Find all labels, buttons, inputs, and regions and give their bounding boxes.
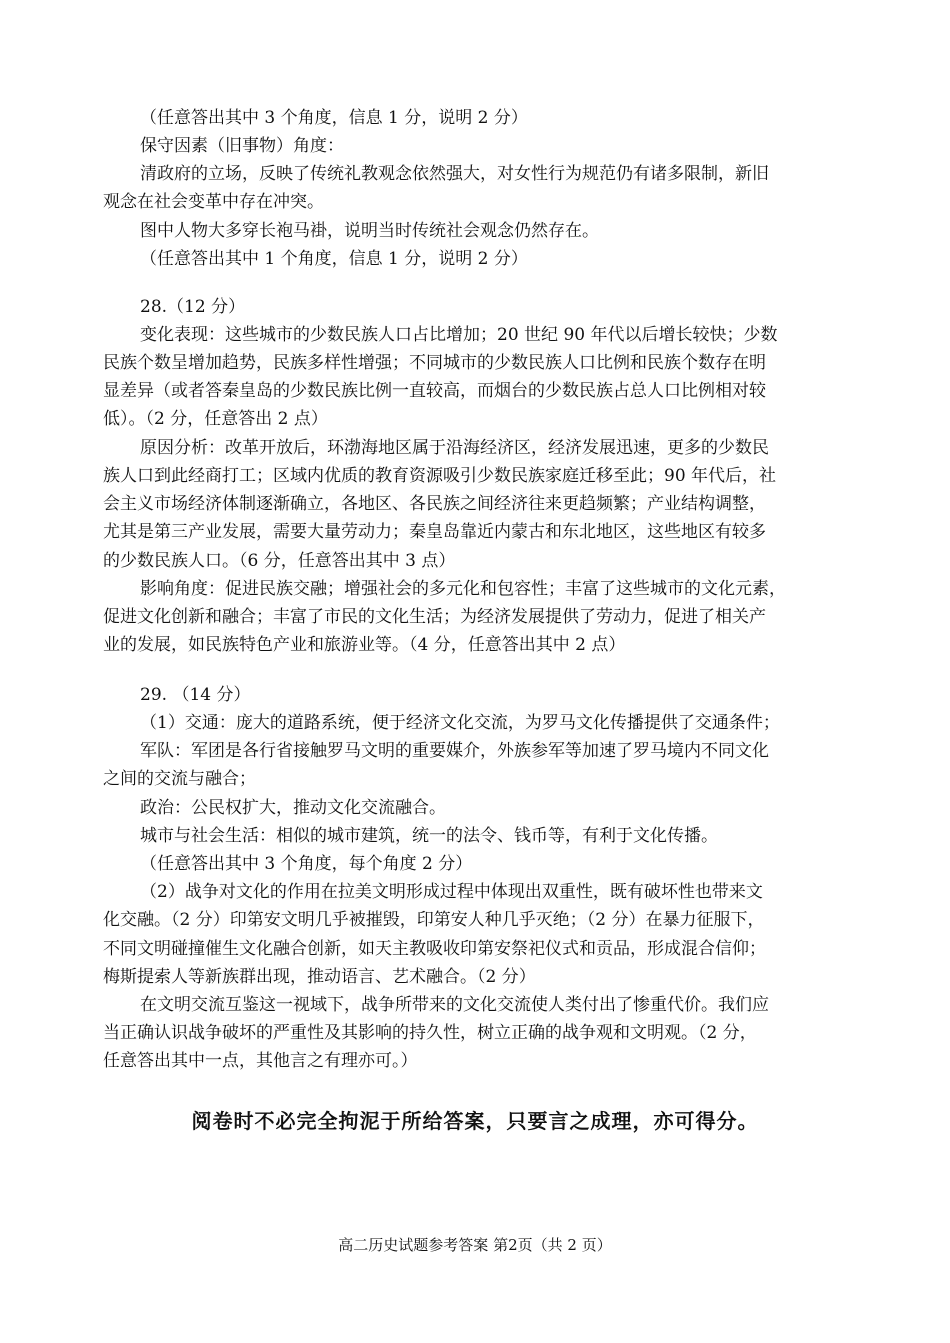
scoring-note: （任意答出其中 1 个角度，信息 1 分，说明 2 分） [140, 249, 528, 269]
paragraph-line: 城市与社会生活：相似的城市建筑，统一的法令、钱币等，有利于文化传播。 [140, 826, 718, 846]
paragraph-line: 之间的交流与融合； [103, 769, 256, 789]
question-29-heading: 29. （14 分） [140, 685, 251, 705]
paragraph-line: 尤其是第三产业发展，需要大量劳动力；秦皇岛靠近内蒙古和东北地区，这些地区有较多 [103, 522, 766, 542]
paragraph-line: 军队：军团是各行省接触罗马文明的重要媒介，外族参军等加速了罗马境内不同文化 [140, 741, 769, 761]
paragraph-line: 清政府的立场，反映了传统礼教观念依然强大，对女性行为规范仍有诸多限制，新旧 [140, 164, 769, 184]
paragraph-line: 低）。（2 分，任意答出 2 点） [103, 409, 328, 429]
paragraph-line: 梅斯提索人等新族群出现，推动语言、艺术融合。（2 分） [103, 967, 536, 987]
paragraph-line: （1）交通：庞大的道路系统，便于经济文化交流，为罗马文化传播提供了交通条件； [140, 713, 780, 733]
paragraph-line: 影响角度：促进民族交融；增强社会的多元化和包容性；丰富了这些城市的文化元素， [140, 579, 786, 599]
paragraph-line: 促进文化创新和融合；丰富了市民的文化生活；为经济发展提供了劳动力，促进了相关产 [103, 607, 766, 627]
paragraph-line: 观念在社会变革中存在冲突。 [103, 192, 324, 212]
paragraph-line: 化交融。（2 分）印第安文明几乎被摧毁，印第安人种几乎灭绝；（2 分）在暴力征服下， [103, 910, 765, 930]
scoring-note: （任意答出其中 3 个角度，每个角度 2 分） [140, 854, 473, 874]
question-28-heading: 28.（12 分） [140, 297, 246, 317]
paragraph-line: 业的发展，如民族特色产业和旅游业等。（4 分，任意答出其中 2 点） [103, 635, 626, 655]
paragraph-line: 任意答出其中一点，其他言之有理亦可。） [103, 1051, 418, 1071]
page-footer: 高二历史试题参考答案 第2页（共 2 页） [338, 1236, 612, 1254]
scoring-note: （任意答出其中 3 个角度，信息 1 分，说明 2 分） [140, 108, 528, 128]
paragraph-line: 在文明交流互鉴这一视域下，战争所带来的文化交流使人类付出了惨重代价。我们应 [140, 995, 769, 1015]
paragraph-line: 的少数民族人口。（6 分，任意答出其中 3 点） [103, 551, 456, 571]
paragraph-line: 图中人物大多穿长袍马褂，说明当时传统社会观念仍然存在。 [140, 221, 599, 241]
grading-notice: 阅卷时不必完全拘泥于所给答案，只要言之成理，亦可得分。 [191, 1109, 759, 1133]
paragraph-line: 民族个数呈增加趋势，民族多样性增强；不同城市的少数民族人口比例和民族个数存在明 [103, 353, 766, 373]
paragraph-line: （2）战争对文化的作用在拉美文明形成过程中体现出双重性，既有破坏性也带来文 [140, 882, 763, 902]
paragraph-line: 不同文明碰撞催生文化融合创新，如天主教吸收印第安祭祀仪式和贡品，形成混合信仰； [103, 939, 766, 959]
paragraph-line: 原因分析：改革开放后，环渤海地区属于沿海经济区，经济发展迅速，更多的少数民 [140, 438, 769, 458]
paragraph-line: 变化表现：这些城市的少数民族人口占比增加；20 世纪 90 年代以后增长较快；少数 [140, 325, 778, 345]
paragraph-line: 族人口到此经商打工；区域内优质的教育资源吸引少数民族家庭迁移至此；90 年代后，社 [103, 466, 777, 486]
subheading-conservative-factors: 保守因素（旧事物）角度： [140, 136, 344, 156]
paragraph-line: 显差异（或者答秦皇岛的少数民族比例一直较高，而烟台的少数民族占总人口比例相对较 [103, 381, 766, 401]
paragraph-line: 会主义市场经济体制逐渐确立，各地区、各民族之间经济往来更趋频繁；产业结构调整， [103, 494, 766, 514]
paragraph-line: 当正确认识战争破坏的严重性及其影响的持久性，树立正确的战争观和文明观。（2 分， [103, 1023, 757, 1043]
paragraph-line: 政治：公民权扩大，推动文化交流融合。 [140, 798, 446, 818]
